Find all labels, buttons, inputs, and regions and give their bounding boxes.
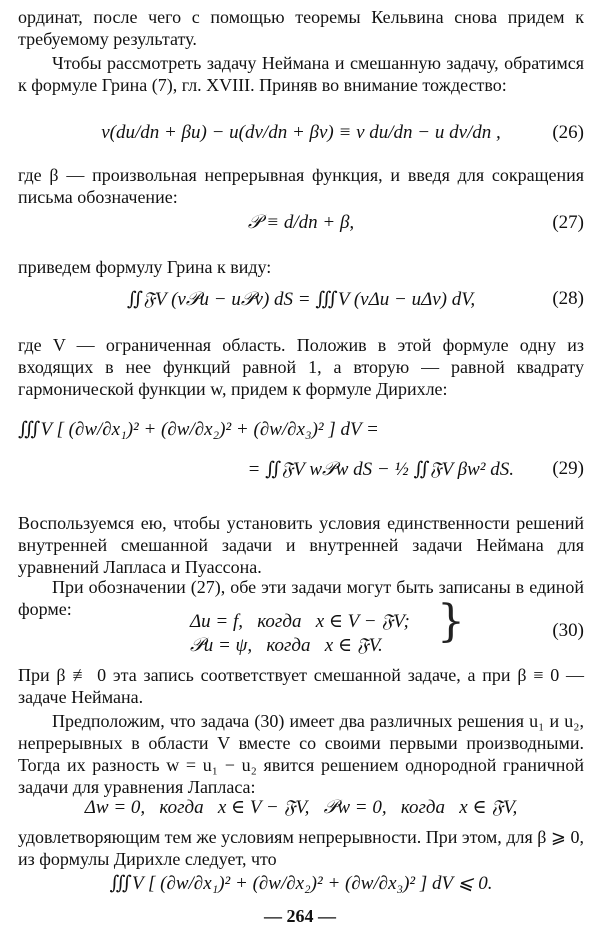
paragraph-beta-cases: При β ≢ 0 эта запись соответствует смешанной задаче, а при β ≡ 0 — задаче Неймана. xyxy=(18,665,584,707)
equation-30 xyxy=(18,620,584,650)
equation-28 xyxy=(18,288,584,318)
equation-29-line-1 xyxy=(18,418,584,448)
page-number: — 264 — xyxy=(264,906,336,926)
equation-dirichlet-inequality-body: ∭V [ (∂w/∂x₁)² + (∂w/∂x₂)² + (∂w/∂x₃)² ] dV ⩽ 0. xyxy=(109,873,493,894)
equation-laplace-body: Δw = 0, когда x ∈ V − 𝔉V, 𝒫w = 0, когда x ∈ 𝔉V, xyxy=(84,797,518,818)
equation-29-line-2 xyxy=(18,458,584,488)
equation-30-line-1: Δu = f, когда x ∈ V − 𝔉V; xyxy=(190,611,410,632)
equation-27 xyxy=(18,212,584,242)
equation-laplace-homogeneous xyxy=(18,796,584,826)
right-brace: } xyxy=(437,596,465,647)
equation-30-number: (30) xyxy=(552,620,584,641)
paragraph-continuity: удовлетворяющим тем же условиям непрерывности. При этом, для β ⩾ 0, из формулы Дирихле следует, что xyxy=(18,827,584,869)
paragraph-green-formula: Чтобы рассмотреть задачу Неймана и смешанную задачу, обратимся к формуле Грина (7), гл. XVIII. Приняв во внимание тождество: xyxy=(18,53,584,95)
equation-28-number: (28) xyxy=(552,288,584,309)
equation-27-body: 𝒫 ≡ d/dn + β, xyxy=(247,212,355,233)
paragraph-beta: где β — произвольная непрерывная функция, и введя для сокращения письма обозначение: xyxy=(18,165,584,207)
paragraph-continuation: ординат, после чего с помощью теоремы Кельвина снова придем к требуемому результату. xyxy=(18,7,584,49)
paragraph-uniqueness: Воспользуемся ею, чтобы установить условия единственности решений внутренней смешанной задачи и внутренней задачи Неймана для уравнений Лапласа и Пуассона. xyxy=(18,513,584,577)
equation-29-right: = ∬𝔉V w𝒫w dS − ½ ∬𝔉V βw² dS. xyxy=(247,459,514,480)
equation-27-number: (27) xyxy=(552,212,584,233)
paragraph-green-view: приведем формулу Грина к виду: xyxy=(18,257,272,277)
equation-30-line-2: 𝒫u = ψ, когда x ∈ 𝔉V. xyxy=(190,635,383,656)
equation-26-body: v(du/dn + βu) − u(dv/dn + βv) ≡ v du/dn − u dv/dn , xyxy=(101,122,501,143)
equation-28-body: ∬𝔉V (v𝒫u − u𝒫v) dS = ∭V (vΔu − uΔv) dV, xyxy=(126,289,476,310)
paragraph-dirichlet-intro: где V — ограниченная область. Положив в этой формуле одну из входящих в нее функций равной 1, а вторую — равной квадрату гармонической функции w, придем к формуле Дирихле: xyxy=(18,335,584,399)
paragraph-notation: При обозначении (27), обе эти задачи могут быть записаны в единой форме: xyxy=(18,577,584,619)
equation-29-left: ∭V [ (∂w/∂x₁)² + (∂w/∂x₂)² + (∂w/∂x₃)² ] dV = xyxy=(18,419,379,440)
equation-26 xyxy=(18,122,584,152)
equation-29-number: (29) xyxy=(552,458,584,479)
equation-26-number: (26) xyxy=(552,122,584,143)
equation-dirichlet-inequality xyxy=(18,872,584,902)
paragraph-two-solutions: Предположим, что задача (30) имеет два различных решения u₁ и u₂, непрерывных в области V вместе со своими первыми производными. Тогда их разность w = u₁ − u₂ явится решением однородной граничной задачи для уравнения Лапласа: xyxy=(18,711,584,797)
